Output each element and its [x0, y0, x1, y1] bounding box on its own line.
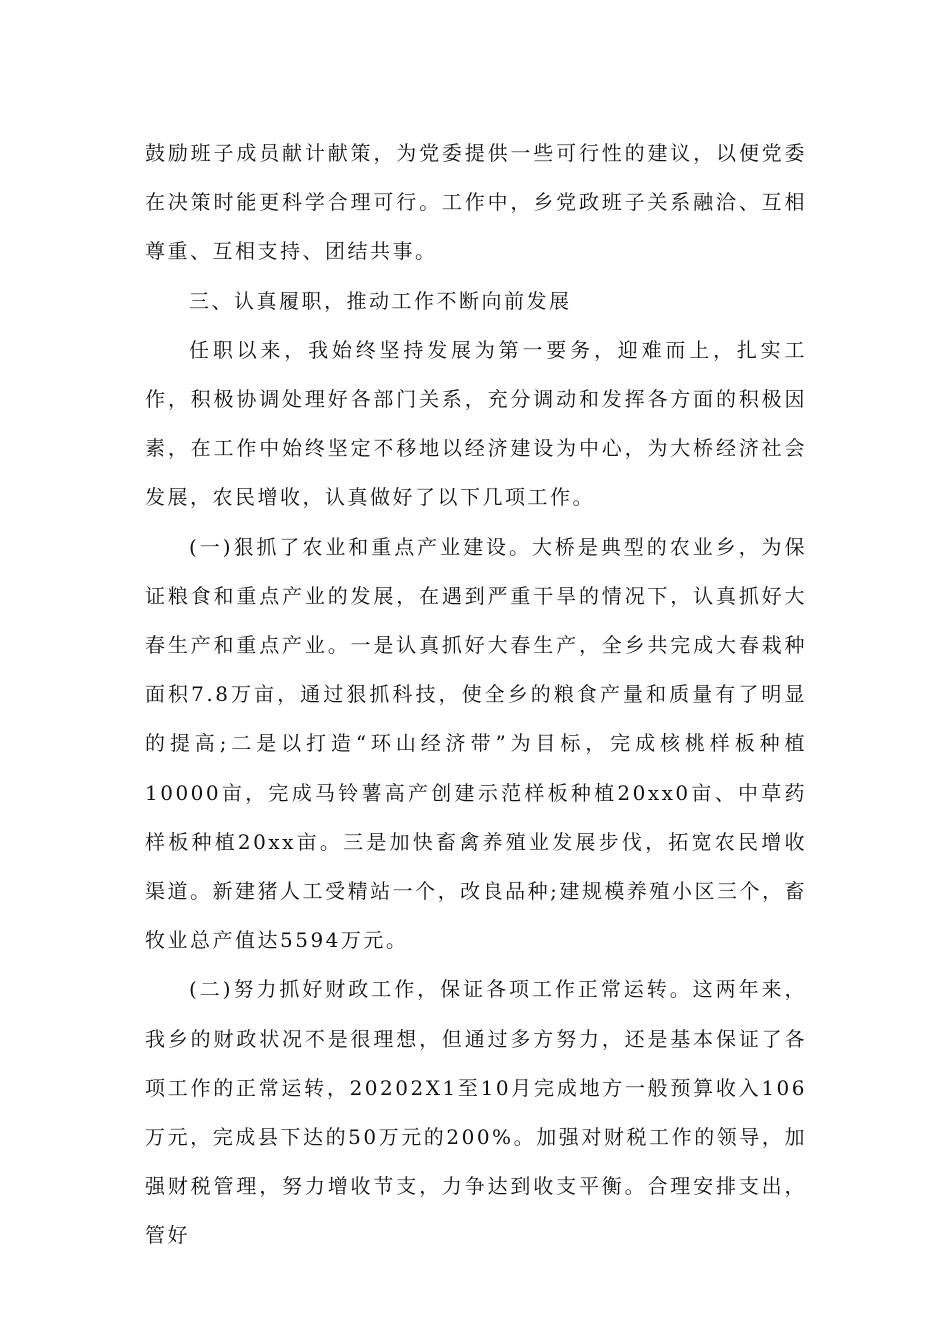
paragraph-agriculture: (一)狠抓了农业和重点产业建设。大桥是典型的农业乡，为保证粮食和重点产业的发展，在遇到严重干旱的情况下，认真抓好大春生产和重点产业。一是认真抓好大春生产，全乡共完成大春栽种面积7.8万亩，通过狠抓科技，使全乡的粮食产量和质量有了明显的提高;二是以打造“环山经济带”为目标，完成核桃样板种植10000亩，完成马铃薯高产创建示范样板种植20xx0亩、中草药样板种植20xx亩。三是加快畜禽养殖业发展步伐，拓宽农民增收渠道。新建猪人工受精站一个，改良品种;建规模养殖小区三个，畜牧业总产值达5594万元。 — [145, 534, 807, 953]
body-text — [145, 129, 807, 1261]
section-heading: 三、认真履职，推动工作不断向前发展 — [189, 288, 572, 313]
paragraph-finance: (二)努力抓好财政工作，保证各项工作正常运转。这两年来，我乡的财政状况不是很理想，但通过多方努力，还是基本保证了各项工作的正常运转，20202X1至10月完成地方一般预算收入106万元，完成县下达的50万元的200%。加强对财税工作的领导，加强财税管理，努力增收节支，力争达到收支平衡。合理安排支出，管好 — [145, 977, 807, 1248]
paragraph-intro: 任职以来，我始终坚持发展为第一要务，迎难而上，扎实工作，积极协调处理好各部门关系，充分调动和发挥各方面的积极因素，在工作中始终坚定不移地以经济建设为中心，为大桥经济社会发展，农民增收，认真做好了以下几项工作。 — [145, 337, 807, 510]
paragraph-continuation: 鼓励班子成员献计献策，为党委提供一些可行性的建议，以便党委在决策时能更科学合理可行。工作中，乡党政班子关系融洽、互相尊重、互相支持、团结共事。 — [145, 141, 807, 264]
